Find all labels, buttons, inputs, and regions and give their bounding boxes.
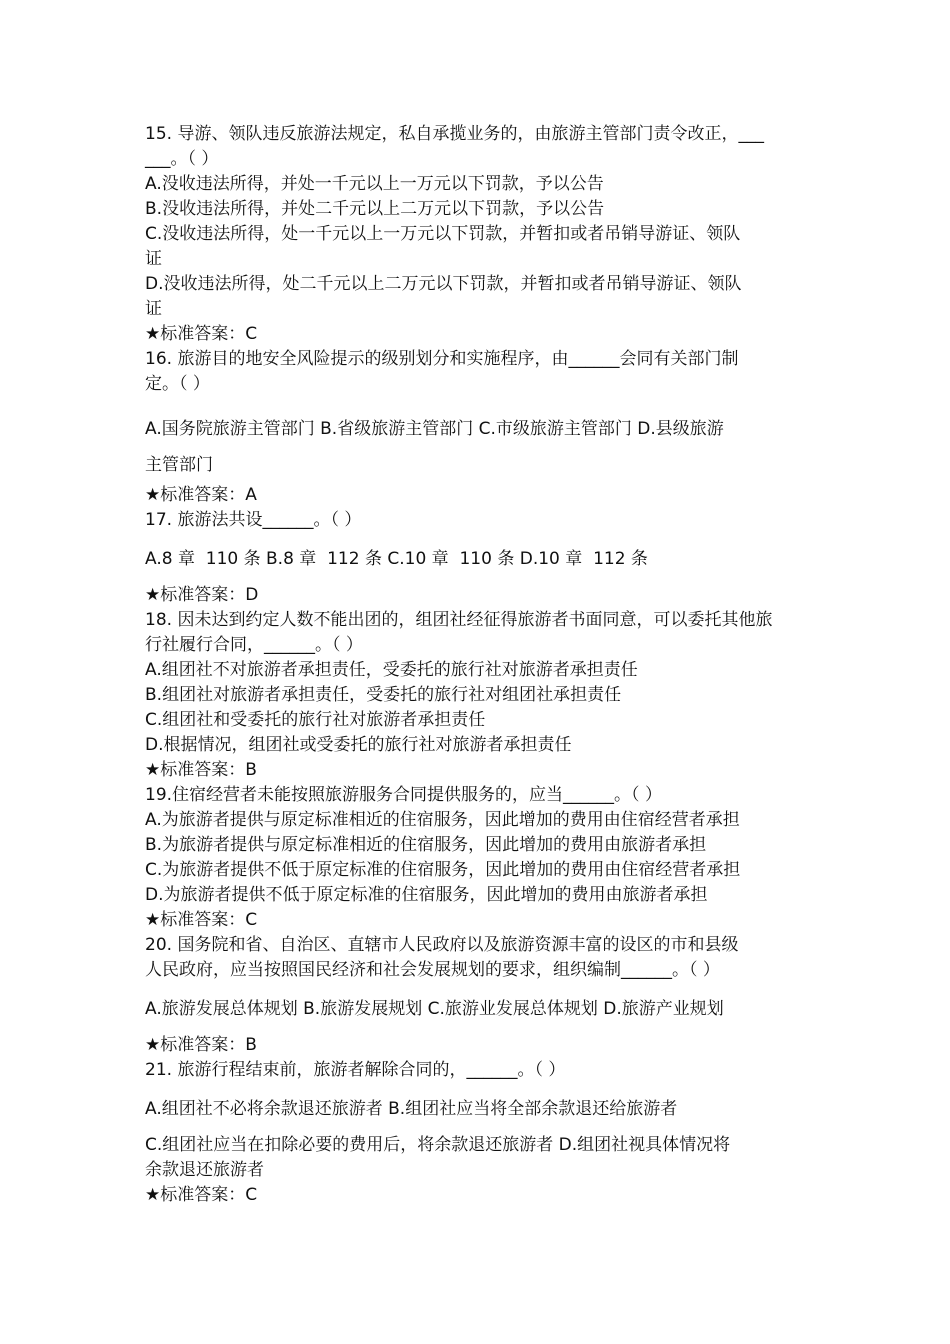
question-15-option-a: A.没收违法所得，并处一千元以上一万元以下罚款，予以公告	[145, 174, 604, 194]
question-21-options-line-2: C.组团社应当在扣除必要的费用后，将余款退还旅游者 D.组团社视具体情况将	[145, 1135, 731, 1155]
question-15-answer: ★标准答案：C	[145, 324, 258, 344]
question-16-options-line-2: 主管部门	[145, 455, 213, 475]
question-18-option-b: B.组团社对旅游者承担责任，受委托的旅行社对组团社承担责任	[145, 685, 622, 705]
question-17-stem: 17. 旅游法共设______。（ ）	[145, 510, 362, 530]
question-18-option-d: D.根据情况，组团社或受委托的旅行社对旅游者承担责任	[145, 735, 572, 755]
question-15-option-b: B.没收违法所得，并处二千元以上二万元以下罚款，予以公告	[145, 199, 605, 219]
question-19-option-c: C.为旅游者提供不低于原定标准的住宿服务，因此增加的费用由住宿经营者承担	[145, 860, 741, 880]
question-17-options: A.8 章 110 条 B.8 章 112 条 C.10 章 110 条 D.10 章 112 条	[145, 549, 648, 569]
question-18-option-c: C.组团社和受委托的旅行社对旅游者承担责任	[145, 710, 486, 730]
question-18-answer: ★标准答案：B	[145, 760, 257, 780]
question-20-answer: ★标准答案：B	[145, 1035, 257, 1055]
question-19-option-b: B.为旅游者提供与原定标准相近的住宿服务，因此增加的费用由旅游者承担	[145, 835, 707, 855]
question-18-stem-line-1: 18. 因未达到约定人数不能出团的，组团社经征得旅游者书面同意，可以委托其他旅	[145, 610, 773, 630]
question-16-options-line-1: A.国务院旅游主管部门 B.省级旅游主管部门 C.市级旅游主管部门 D.县级旅游	[145, 419, 724, 439]
question-20-stem-line-1: 20. 国务院和省、自治区、直辖市人民政府以及旅游资源丰富的设区的市和县级	[145, 935, 739, 955]
question-20-stem-line-2: 人民政府，应当按照国民经济和社会发展规划的要求，组织编制______。（ ）	[145, 960, 720, 980]
question-16-stem-line-2: 定。（ ）	[145, 374, 210, 394]
question-21-options-line-3: 余款退还旅游者	[145, 1160, 264, 1180]
question-19-answer: ★标准答案：C	[145, 910, 258, 930]
question-17-answer: ★标准答案：D	[145, 585, 259, 605]
question-15-option-d: D.没收违法所得，处二千元以上二万元以下罚款，并暂扣或者吊销导游证、领队	[145, 274, 742, 294]
question-21-answer: ★标准答案：C	[145, 1185, 258, 1205]
question-15-option-c: C.没收违法所得，处一千元以上一万元以下罚款，并暂扣或者吊销导游证、领队	[145, 224, 741, 244]
question-16-answer: ★标准答案：A	[145, 485, 257, 505]
question-21-options-line-1: A.组团社不必将余款退还旅游者 B.组团社应当将全部余款退还给旅游者	[145, 1099, 678, 1119]
question-19-option-d: D.为旅游者提供不低于原定标准的住宿服务，因此增加的费用由旅游者承担	[145, 885, 708, 905]
question-21-stem: 21. 旅游行程结束前，旅游者解除合同的，______。（ ）	[145, 1060, 566, 1080]
question-15-stem-line-2: ___。（ ）	[145, 149, 219, 169]
question-19-option-a: A.为旅游者提供与原定标准相近的住宿服务，因此增加的费用由住宿经营者承担	[145, 810, 740, 830]
document-page	[145, 122, 815, 1208]
question-15-option-d-cont: 证	[145, 299, 162, 319]
question-19-stem: 19.住宿经营者未能按照旅游服务合同提供服务的，应当______。（ ）	[145, 785, 662, 805]
question-18-stem-line-2: 行社履行合同，______。（ ）	[145, 635, 363, 655]
question-18-option-a: A.组团社不对旅游者承担责任，受委托的旅行社对旅游者承担责任	[145, 660, 638, 680]
question-20-options: A.旅游发展总体规划 B.旅游发展规划 C.旅游业发展总体规划 D.旅游产业规划	[145, 999, 724, 1019]
question-16-stem-line-1: 16. 旅游目的地安全风险提示的级别划分和实施程序，由______会同有关部门制	[145, 349, 739, 369]
question-15-option-c-cont: 证	[145, 249, 162, 269]
question-15-stem-line-1: 15. 导游、领队违反旅游法规定，私自承揽业务的，由旅游主管部门责令改正，___	[145, 124, 764, 144]
